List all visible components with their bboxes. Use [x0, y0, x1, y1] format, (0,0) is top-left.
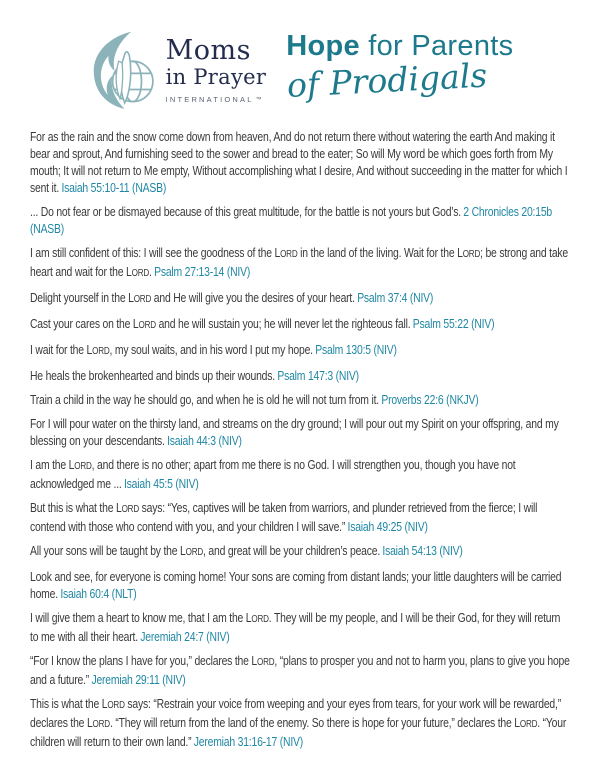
verse-text: Train a child in the way he should go, and when he is old he will not turn from it.	[30, 392, 379, 407]
verse-citation: Jeremiah 24:7 (NIV)	[140, 629, 230, 644]
verse-paragraph	[30, 367, 571, 384]
title-line-2-script: of Prodigals	[286, 55, 489, 105]
verse-text: “For I know the plans I have for you,” declares the LORD, “plans to prosper you and not to harm you, plans to give you hope and a future.”	[30, 653, 570, 687]
verse-paragraph	[30, 289, 571, 308]
verse-paragraph	[30, 315, 571, 334]
verse-text: For as the rain and the snow come down from heaven, And do not return there without watering the earth And making it bear and sprout, And furnishing seed to the sower and bread to the eater; So will My word be which goes forth from My mouth; It will not return to Me empty, Without accomplishing what I desire, And without succeeding in the matter for which I sent it.	[30, 129, 568, 195]
verse-text: This is what the LORD says: “Restrain your voice from weeping and your eyes from tears, for your work will be rewarded,” declares the LORD. “They will return from the land of the enemy. So there is hope for your future,” declares the LORD. “Your children will return to their own land.”	[30, 696, 567, 749]
verse-citation: Isaiah 54:13 (NIV)	[382, 543, 463, 558]
verse-text: I will give them a heart to know me, that I am the LORD. They will be my people, and I will be their God, for they will return to me with all their heart.	[30, 610, 561, 644]
title-for-parents: for Parents	[368, 29, 514, 62]
verse-text: Delight yourself in the LORD and He will give you the desires of your heart.	[30, 290, 355, 305]
verse-citation: Jeremiah 29:11 (NIV)	[91, 672, 186, 687]
verse-paragraph	[30, 244, 571, 282]
verse-text: Cast your cares on the LORD and he will sustain you; he will never let the righteous fall.	[30, 316, 411, 331]
logo-international-label: INTERNATIONAL ™	[165, 94, 262, 104]
verse-paragraph	[30, 391, 571, 408]
verse-paragraph	[30, 341, 571, 360]
verse-text: For I will pour water on the thirsty land, and streams on the dry ground; I will pour out my Spirit on your offspring, and my blessing on your descendants.	[30, 416, 559, 448]
verse-citation: Psalm 27:13-14 (NIV)	[154, 264, 251, 279]
verse-citation: Jeremiah 31:16-17 (NIV)	[193, 734, 304, 749]
verse-paragraph	[30, 542, 571, 561]
header	[0, 0, 600, 112]
verse-citation: Isaiah 44:3 (NIV)	[167, 433, 242, 448]
logo-word-moms: Moms	[165, 34, 251, 66]
verse-text: Look and see, for everyone is coming home! Your sons are coming from distant lands; your little daughters will be carried home.	[30, 569, 562, 601]
verse-text: He heals the brokenhearted and binds up their wounds.	[30, 368, 275, 383]
verse-paragraph	[30, 128, 571, 196]
verse-citation: Isaiah 60:4 (NLT)	[60, 586, 137, 601]
verse-citation: Isaiah 49:25 (NIV)	[347, 519, 428, 534]
verse-paragraph	[30, 652, 571, 688]
title-hope: Hope	[286, 29, 360, 62]
verse-paragraph	[30, 568, 571, 602]
verse-citation: Psalm 37:4 (NIV)	[357, 290, 434, 305]
trademark-symbol: ™	[255, 96, 262, 103]
verse-text: All your sons will be taught by the LORD, and great will be your children’s peace.	[30, 543, 381, 558]
verse-paragraph	[30, 203, 571, 237]
verse-paragraph	[30, 456, 571, 492]
verse-citation: Psalm 130:5 (NIV)	[315, 342, 397, 357]
verse-citation: Psalm 147:3 (NIV)	[277, 368, 359, 383]
verse-paragraph	[30, 695, 571, 750]
verse-text: I am the LORD, and there is no other; apart from me there is no God. I will strengthen you, though you have not acknowledged me ...	[30, 457, 516, 491]
logo-word-in-prayer: in Prayer	[165, 64, 267, 89]
verse-citation: Isaiah 45:5 (NIV)	[123, 476, 199, 491]
verse-text: ... Do not fear or be dismayed because of this great multitude, for the battle is not yours but God’s.	[30, 204, 461, 219]
verse-text: I am still confident of this: I will see the goodness of the LORD in the land of the living. Wait for the LORD; be strong and take heart and wait for the LORD.	[30, 245, 569, 279]
verse-list	[30, 128, 571, 750]
mip-logo	[87, 28, 267, 112]
document-title	[286, 30, 513, 111]
flame-globe-praying-hands-icon	[87, 28, 161, 112]
verse-text: But this is what the LORD says: “Yes, captives will be taken from warriors, and plunder retrieved from the fierce; I will contend with those who contend with you, and your children I will save.”	[30, 500, 538, 534]
verse-paragraph	[30, 609, 571, 645]
verse-paragraph	[30, 499, 571, 535]
verse-paragraph	[30, 415, 571, 449]
verse-citation: Isaiah 55:10-11 (NASB)	[61, 180, 167, 195]
verse-citation: Proverbs 22:6 (NKJV)	[381, 392, 479, 407]
verse-text: I wait for the LORD, my soul waits, and in his word I put my hope.	[30, 342, 313, 357]
mip-logo-wordmark	[165, 34, 267, 104]
verse-citation: 2 Chronicles 20:15b (NASB)	[30, 204, 553, 236]
verse-citation: Psalm 55:22 (NIV)	[412, 316, 495, 331]
